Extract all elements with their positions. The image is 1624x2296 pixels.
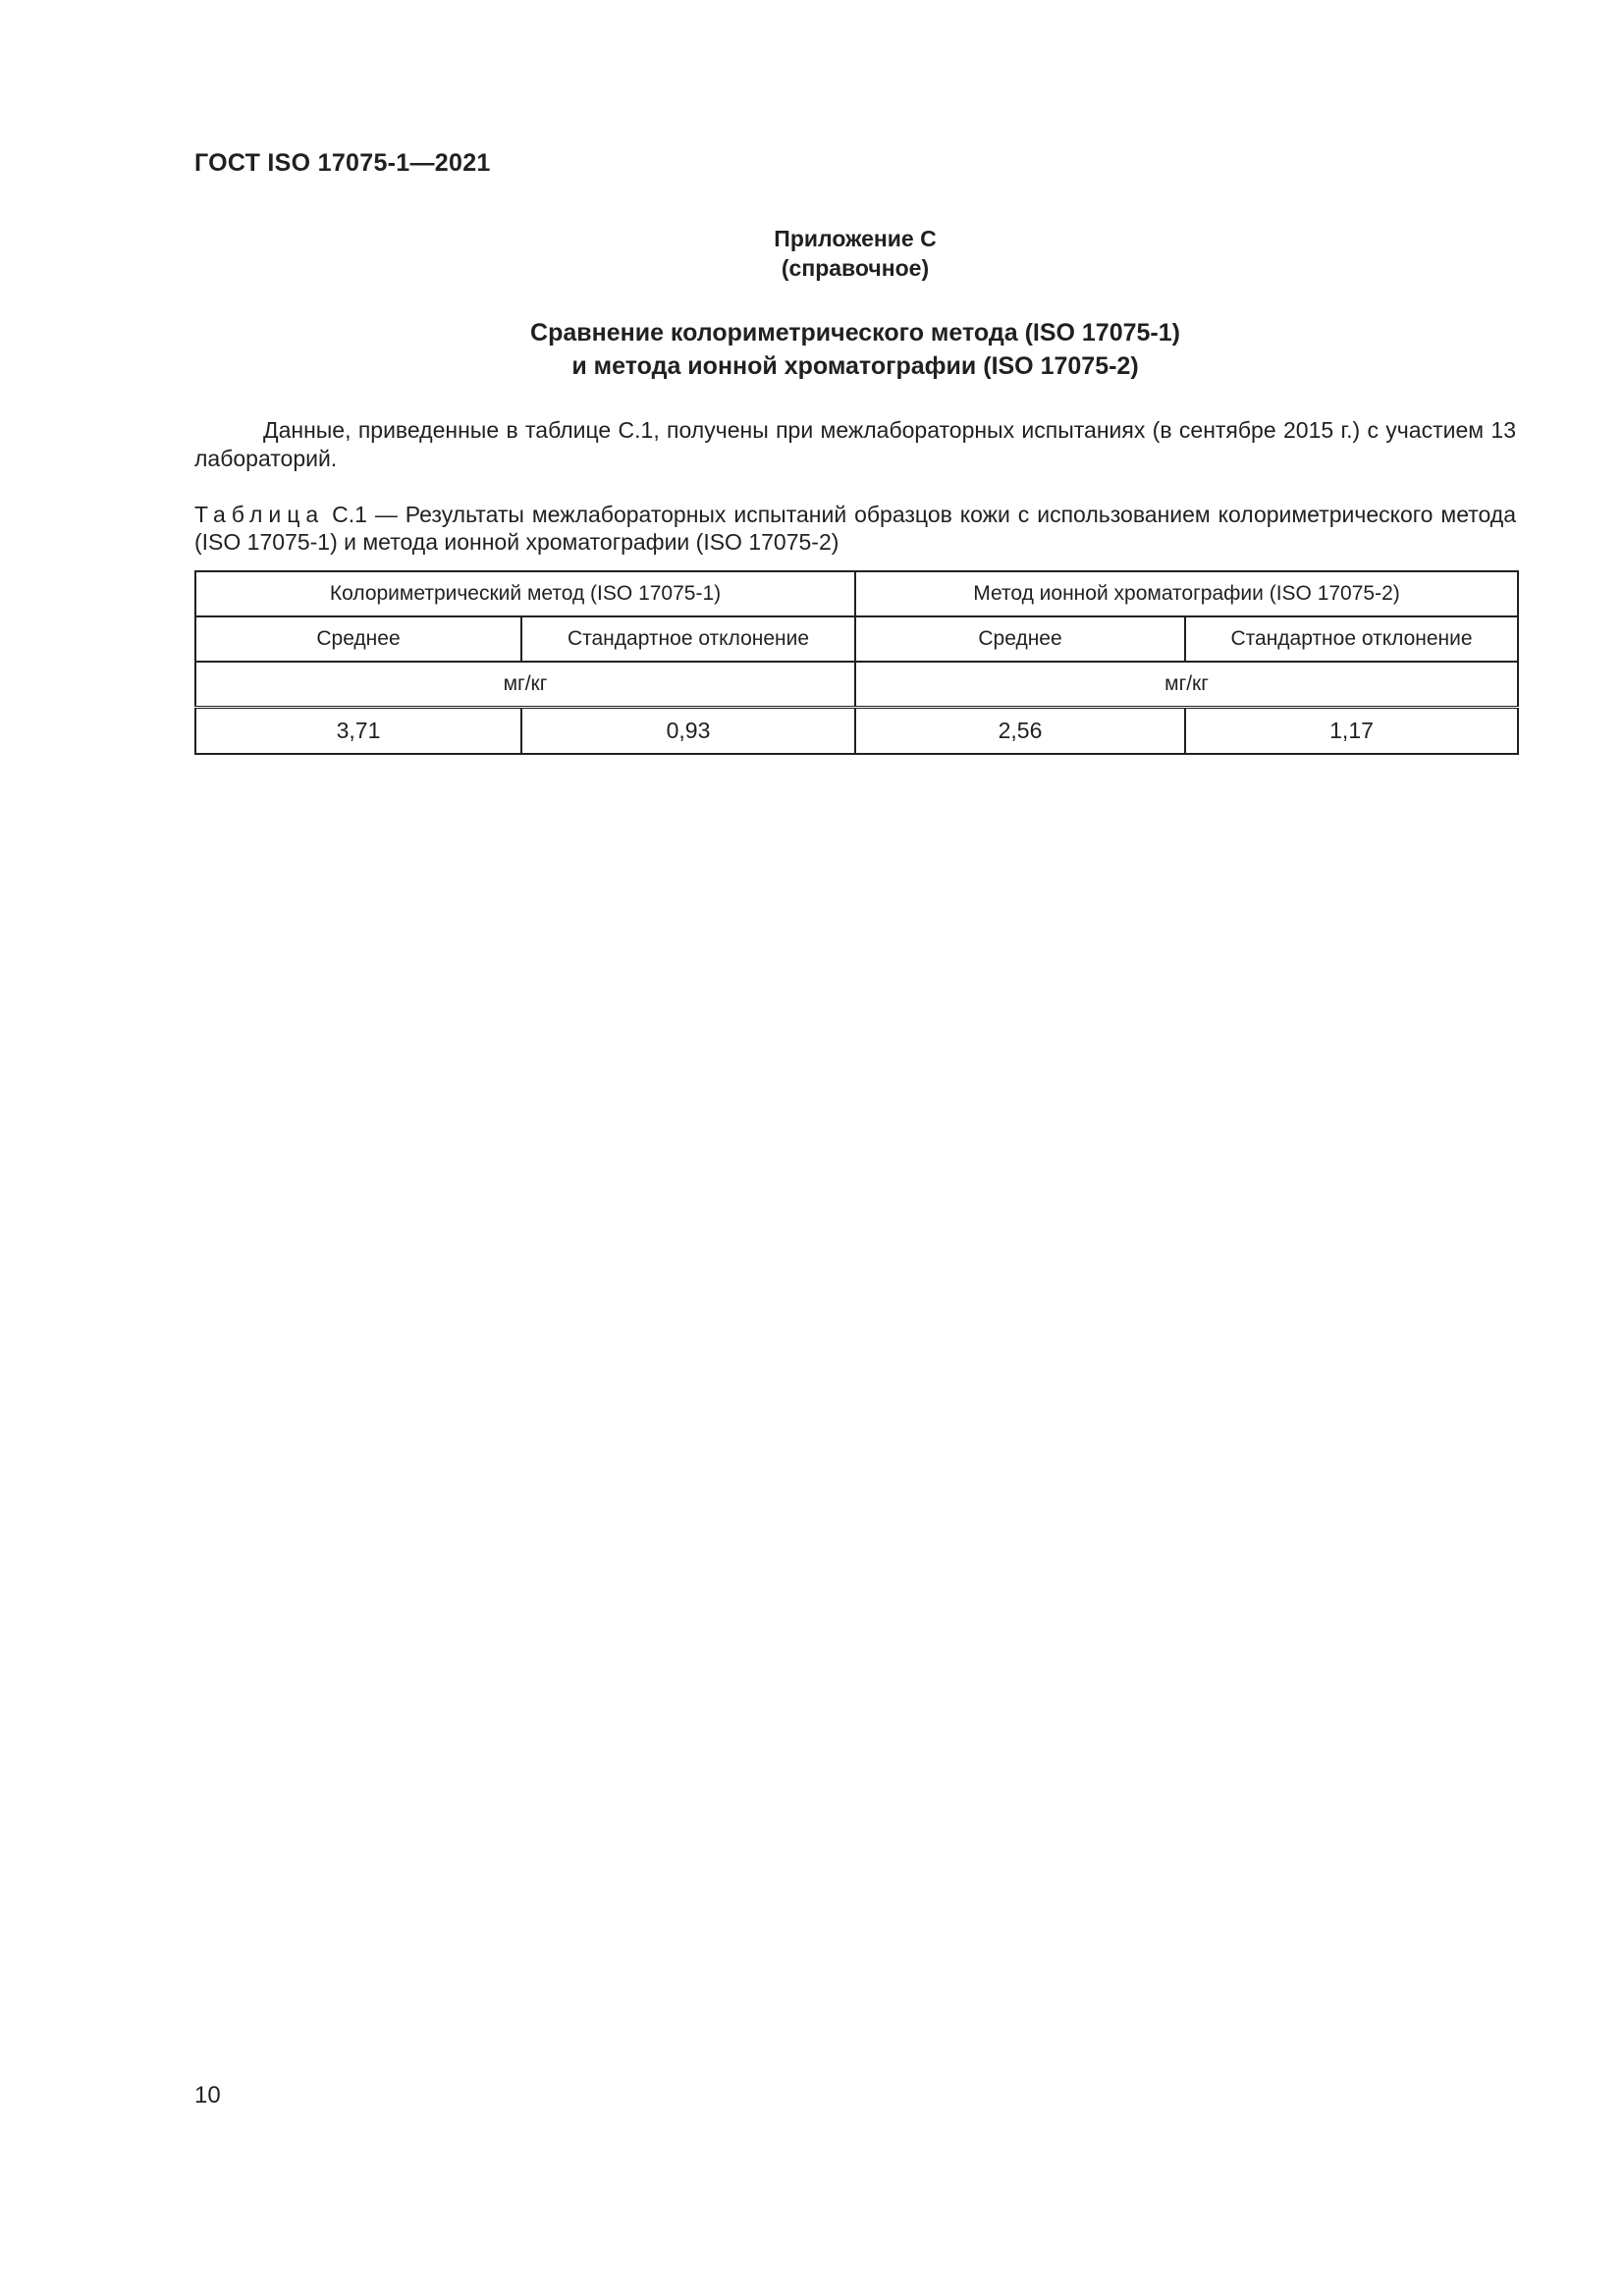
unit-cell: мг/кг xyxy=(855,662,1518,708)
group-header-ion-chromatography: Метод ионной хроматографии (ISO 17075-2) xyxy=(855,571,1518,616)
annex-title-line-2: и метода ионной хроматографии (ISO 17075-2) xyxy=(571,352,1139,380)
value-cell: 0,93 xyxy=(521,708,855,755)
group-header-colorimetric: Колориметрический метод (ISO 17075-1) xyxy=(195,571,855,616)
column-header-std-dev: Стандартное отклонение xyxy=(521,616,855,662)
column-header-std-dev: Стандартное отклонение xyxy=(1185,616,1518,662)
column-header-mean: Среднее xyxy=(855,616,1185,662)
table-row xyxy=(195,708,1518,755)
value-cell: 3,71 xyxy=(195,708,521,755)
value-cell: 1,17 xyxy=(1185,708,1518,755)
annex-status: (справочное) xyxy=(781,255,930,281)
column-header-row xyxy=(195,616,1518,662)
annex-title xyxy=(194,316,1516,383)
value-cell: 2,56 xyxy=(855,708,1185,755)
group-header-row xyxy=(195,571,1518,616)
column-header-mean: Среднее xyxy=(195,616,521,662)
unit-cell: мг/кг xyxy=(195,662,855,708)
annex-heading xyxy=(194,224,1516,283)
table-caption-text: С.1 — Результаты межлабораторных испытаний образцов кожи с использованием колориметрического метода (ISO 17075-1) и метода ионной хроматографии (ISO 17075-2) xyxy=(194,502,1516,555)
table-caption-prefix: Таблица xyxy=(194,502,325,527)
table-caption xyxy=(194,501,1516,556)
document-code: ГОСТ ISO 17075-1—2021 xyxy=(194,149,491,177)
annex-label: Приложение С xyxy=(774,226,937,251)
page-number: 10 xyxy=(194,2082,221,2109)
annex-title-line-1: Сравнение колориметрического метода (ISO 17075-1) xyxy=(530,319,1180,347)
intro-paragraph: Данные, приведенные в таблице С.1, получены при межлабораторных испытаниях (в сентябре 2015 г.) с участием 13 лабораторий. xyxy=(194,417,1516,471)
results-table xyxy=(194,570,1519,755)
unit-row xyxy=(195,662,1518,708)
